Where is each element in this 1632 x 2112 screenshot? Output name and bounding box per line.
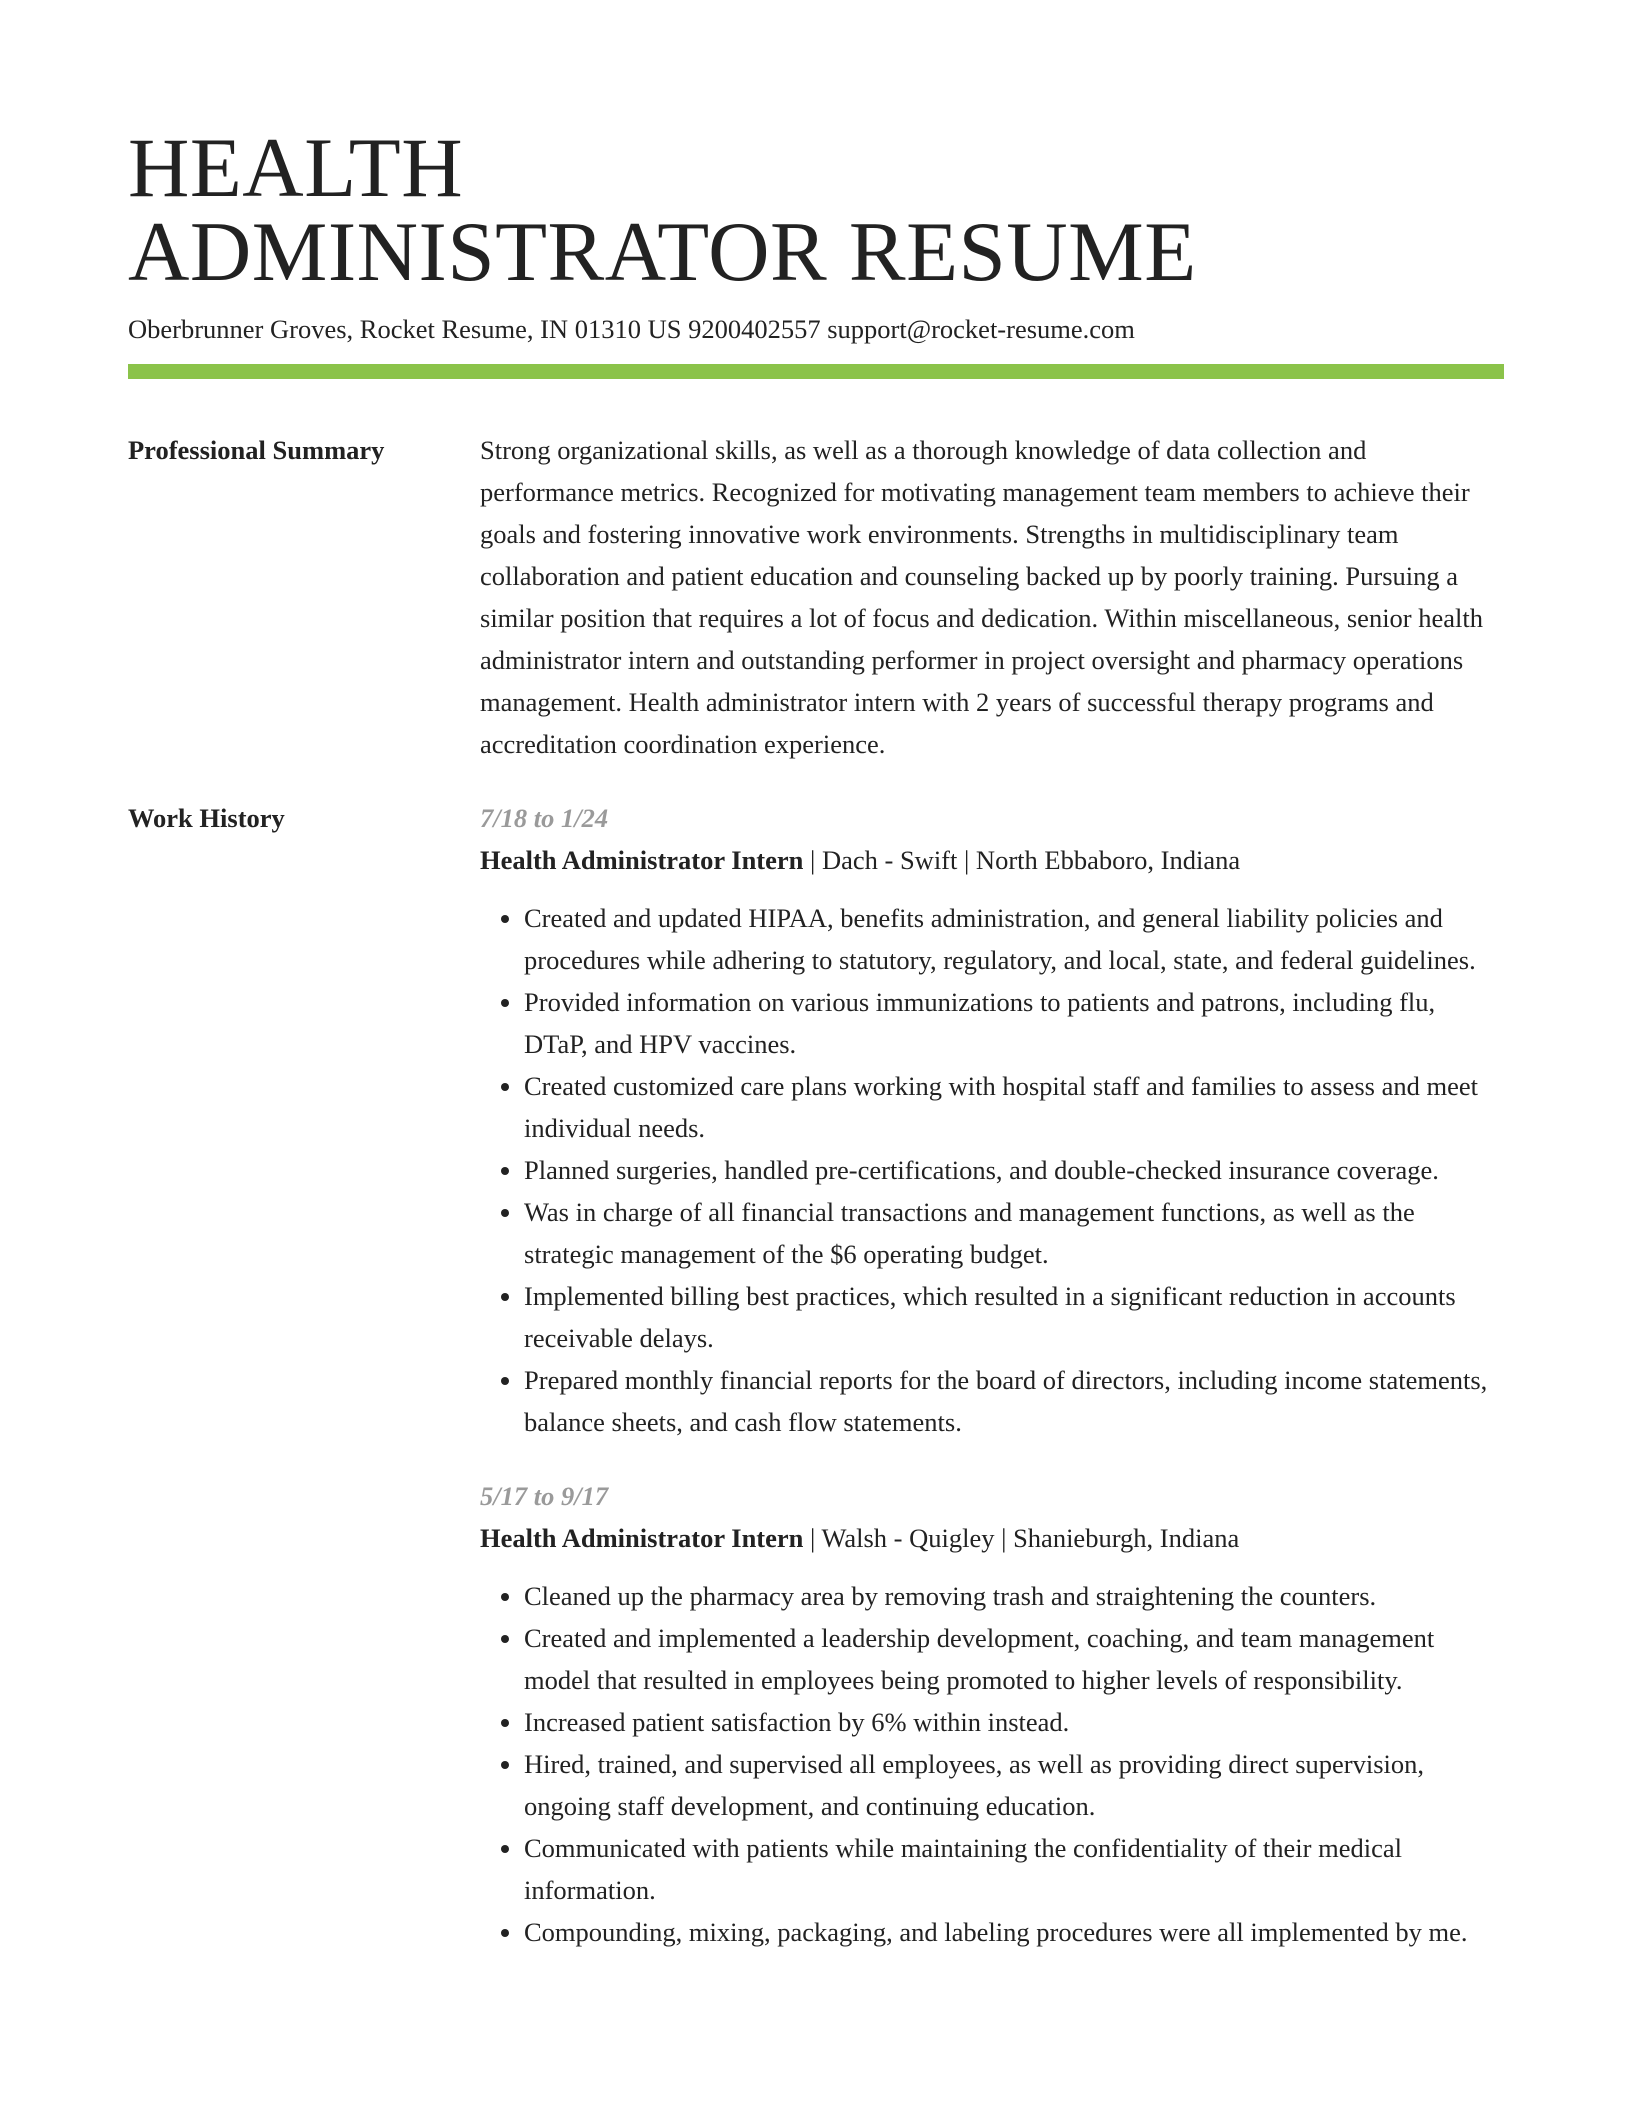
list-item: • Was in charge of all financial transactions and management functions, as well as the strategic management of the $6 operating budget. [524,1191,1504,1275]
resume-page [128,121,1504,1953]
professional-summary-section [128,429,1504,765]
job-bullets [480,1575,1504,1953]
list-item: • Hired, trained, and supervised all employees, as well as providing direct supervision, ongoing staff development, and continuing education. [524,1743,1504,1827]
list-item: • Planned surgeries, handled pre-certifications, and double-checked insurance coverage. [524,1149,1504,1191]
summary-text: Strong organizational skills, as well as a thorough knowledge of data collection and performance metrics. Recognized for motivating management team members to achieve their goals and fostering innovative work environments. Strengths in multidisciplinary team collaboration and patient education and counseling backed up by poorly training. Pursuing a similar position that requires a lot of focus and dedication. Within miscellaneous, senior health administrator intern and outstanding performer in project oversight and pharmacy operations management. Health administrator intern with 2 years of successful therapy programs and accreditation coordination experience. [480,435,1484,759]
job-bullets [480,897,1504,1443]
work-history-section [128,797,1504,1953]
job-header [480,1517,1504,1559]
job-title: Health Administrator Intern [480,845,804,875]
job-header [480,839,1504,881]
list-item: • Provided information on various immunizations to patients and patrons, including flu, DTaP, and HPV vaccines. [524,981,1504,1065]
list-item: • Created and implemented a leadership development, coaching, and team management model that resulted in employees being promoted to higher levels of responsibility. [524,1617,1504,1701]
list-item: • Communicated with patients while maintaining the confidentiality of their medical information. [524,1827,1504,1911]
title-line-1: HEALTH [128,121,464,215]
job-entry [480,797,1504,1443]
resume-title [128,121,1504,299]
job-details: | Dach - Swift | North Ebbaboro, Indiana [803,845,1241,875]
job-entry [480,1475,1504,1953]
section-label-professional-summary: Professional Summary [128,435,385,465]
work-history-body [480,797,1504,1953]
list-item: • Cleaned up the pharmacy area by removing trash and straightening the counters. [524,1575,1504,1617]
header-divider [128,364,1504,379]
title-line-2: ADMINISTRATOR RESUME [128,205,1197,299]
section-label-work-history: Work History [128,803,285,833]
list-item: • Increased patient satisfaction by 6% within instead. [524,1701,1504,1743]
job-dates: 5/17 to 9/17 [480,1481,609,1511]
list-item: • Created customized care plans working with hospital staff and families to assess and meet individual needs. [524,1065,1504,1149]
list-item: • Implemented billing best practices, which resulted in a significant reduction in accounts receivable delays. [524,1275,1504,1359]
list-item: • Created and updated HIPAA, benefits administration, and general liability policies and procedures while adhering to statutory, regulatory, and local, state, and federal guidelines. [524,897,1504,981]
list-item: • Compounding, mixing, packaging, and labeling procedures were all implemented by me. [524,1911,1504,1953]
job-details: | Walsh - Quigley | Shanieburgh, Indiana [803,1523,1240,1553]
contact-info: Oberbrunner Groves, Rocket Resume, IN 01310 US 9200402557 support@rocket-resume.com [128,314,1135,344]
job-title: Health Administrator Intern [480,1523,804,1553]
list-item: • Prepared monthly financial reports for the board of directors, including income statements, balance sheets, and cash flow statements. [524,1359,1504,1443]
job-dates: 7/18 to 1/24 [480,803,609,833]
